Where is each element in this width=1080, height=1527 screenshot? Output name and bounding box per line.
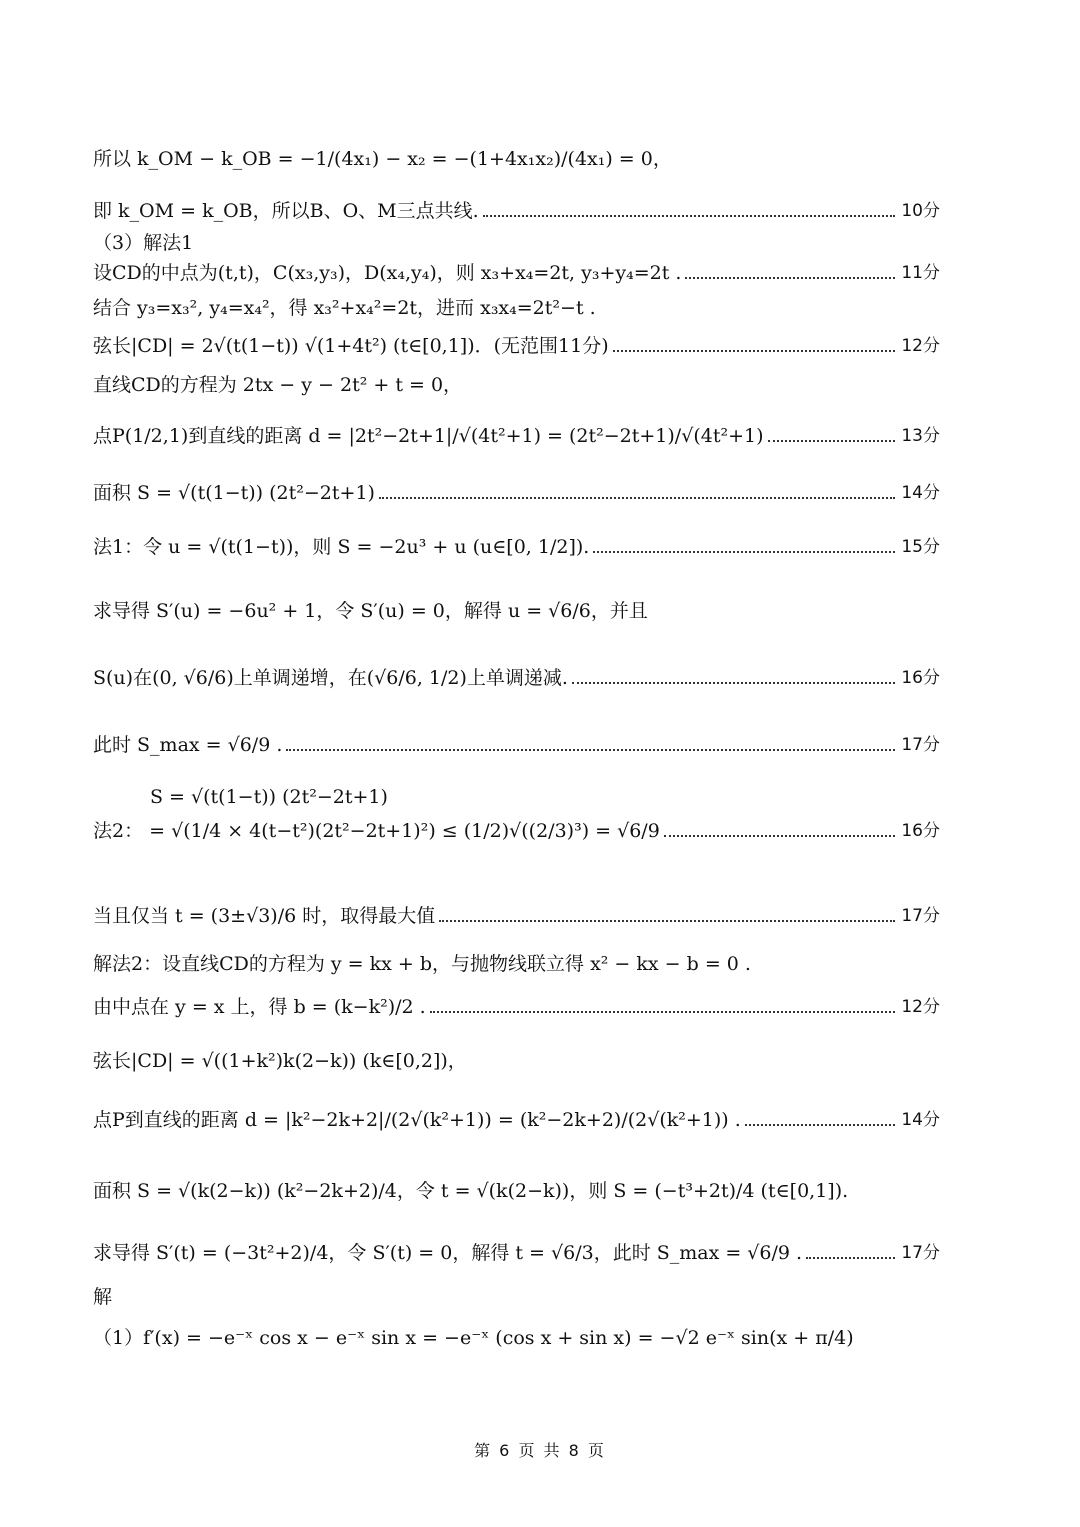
solution-line <box>93 734 940 757</box>
line-text: 设CD的中点为(t,t)，C(x₃,y₃)，D(x₄,y₄)，则 x₃+x₄=2t, y₃+y₄=2t . <box>93 262 682 284</box>
solution-line <box>93 953 940 976</box>
line-text: 面积 S = √(t(1−t)) (2t²−2t+1) <box>93 482 375 504</box>
solution-line <box>150 786 940 809</box>
solution-line <box>93 820 940 843</box>
line-text: 此时 S_max = √6/9 . <box>93 734 283 756</box>
line-text: 点P(1/2,1)到直线的距离 d = |2t²−2t+1|/√(4t²+1) = (2t²−2t+1)/√(4t²+1) <box>93 425 764 447</box>
score-label: 11分 <box>901 263 940 284</box>
line-text: S = √(t(1−t)) (2t²−2t+1) <box>150 786 388 808</box>
solution-line <box>93 1180 940 1203</box>
solution-line <box>93 200 940 223</box>
dot-leader <box>593 550 895 553</box>
dot-leader <box>379 496 895 499</box>
score-label: 17分 <box>901 906 940 927</box>
solution-line <box>93 1286 940 1309</box>
line-text: S(u)在(0, √6/6)上单调递增，在(√6/6, 1/2)上单调递减. <box>93 667 568 689</box>
line-text: 解法2：设直线CD的方程为 y = kx + b，与抛物线联立得 x² − kx − b = 0 . <box>93 953 751 975</box>
solution-line <box>93 232 940 255</box>
solution-line <box>93 425 940 448</box>
solution-line <box>93 600 940 623</box>
dot-leader <box>430 1010 896 1013</box>
solution-line <box>93 996 940 1019</box>
solution-line <box>93 374 940 397</box>
dot-leader <box>483 214 896 217</box>
dot-leader <box>613 349 896 352</box>
solution-line <box>93 536 940 559</box>
line-text: 解 <box>93 1286 113 1308</box>
solution-line <box>93 297 940 320</box>
line-text: 即 k_OM = k_OB，所以B、O、M三点共线. <box>93 200 479 222</box>
dot-leader <box>685 276 895 279</box>
solution-line <box>93 667 940 690</box>
dot-leader <box>745 1123 896 1126</box>
line-text: 当且仅当 t = (3±√3)/6 时，取得最大值 <box>93 905 436 927</box>
line-text: 点P到直线的距离 d = |k²−2k+2|/(2√(k²+1)) = (k²−2k+2)/(2√(k²+1)) . <box>93 1109 741 1131</box>
dot-leader <box>664 834 896 837</box>
line-text: 法1：令 u = √(t(1−t))，则 S = −2u³ + u (u∈[0, 1/2]). <box>93 536 590 558</box>
solution-line <box>93 335 940 358</box>
page-footer: 第 6 页 共 8 页 <box>474 1441 606 1460</box>
solution-line <box>93 148 940 171</box>
line-text: 弦长|CD| = 2√(t(1−t)) √(1+4t²) (t∈[0,1])．(无范围11分) <box>93 335 609 357</box>
score-label: 17分 <box>901 1243 940 1264</box>
dot-leader <box>439 919 895 922</box>
dot-leader <box>806 1256 895 1259</box>
line-text: 求导得 S′(t) = (−3t²+2)/4，令 S′(t) = 0，解得 t = √6/3，此时 S_max = √6/9 . <box>93 1242 803 1264</box>
score-label: 13分 <box>901 426 940 447</box>
line-text: 弦长|CD| = √((1+k²)k(2−k)) (k∈[0,2])， <box>93 1050 467 1072</box>
line-text: 法2： = √(1/4 × 4(t−t²)(2t²−2t+1)²) ≤ (1/2)√((2/3)³) = √6/9 <box>93 820 660 842</box>
solution-line <box>93 1242 940 1265</box>
dot-leader <box>768 439 896 442</box>
line-text: 由中点在 y = x 上，得 b = (k−k²)/2 . <box>93 996 426 1018</box>
solution-line <box>93 262 940 285</box>
line-text: 求导得 S′(u) = −6u² + 1，令 S′(u) = 0，解得 u = √6/6，并且 <box>93 600 648 622</box>
score-label: 16分 <box>901 821 940 842</box>
score-label: 15分 <box>901 537 940 558</box>
dot-leader <box>572 681 895 684</box>
score-label: 10分 <box>901 201 940 222</box>
line-text: （3）解法1 <box>93 232 194 254</box>
solution-line <box>93 905 940 928</box>
solution-line <box>93 1327 940 1350</box>
line-text: 所以 k_OM − k_OB = −1/(4x₁) − x₂ = −(1+4x₁x₂)/(4x₁) = 0， <box>93 148 672 170</box>
score-label: 14分 <box>901 483 940 504</box>
line-text: （1）f′(x) = −e⁻ˣ cos x − e⁻ˣ sin x = −e⁻ˣ (cos x + sin x) = −√2 e⁻ˣ sin(x + π/4) <box>93 1327 854 1349</box>
score-label: 17分 <box>901 735 940 756</box>
score-label: 12分 <box>901 997 940 1018</box>
line-text: 直线CD的方程为 2tx − y − 2t² + t = 0， <box>93 374 463 396</box>
solution-line <box>93 1109 940 1132</box>
solution-line <box>93 482 940 505</box>
line-text: 结合 y₃=x₃², y₄=x₄²，得 x₃²+x₄²=2t，进而 x₃x₄=2t²−t . <box>93 297 596 319</box>
score-label: 12分 <box>901 336 940 357</box>
line-text: 面积 S = √(k(2−k)) (k²−2k+2)/4，令 t = √(k(2−k))，则 S = (−t³+2t)/4 (t∈[0,1]). <box>93 1180 849 1202</box>
dot-leader <box>286 748 895 751</box>
score-label: 16分 <box>901 668 940 689</box>
score-label: 14分 <box>901 1110 940 1131</box>
solution-line <box>93 1050 940 1073</box>
